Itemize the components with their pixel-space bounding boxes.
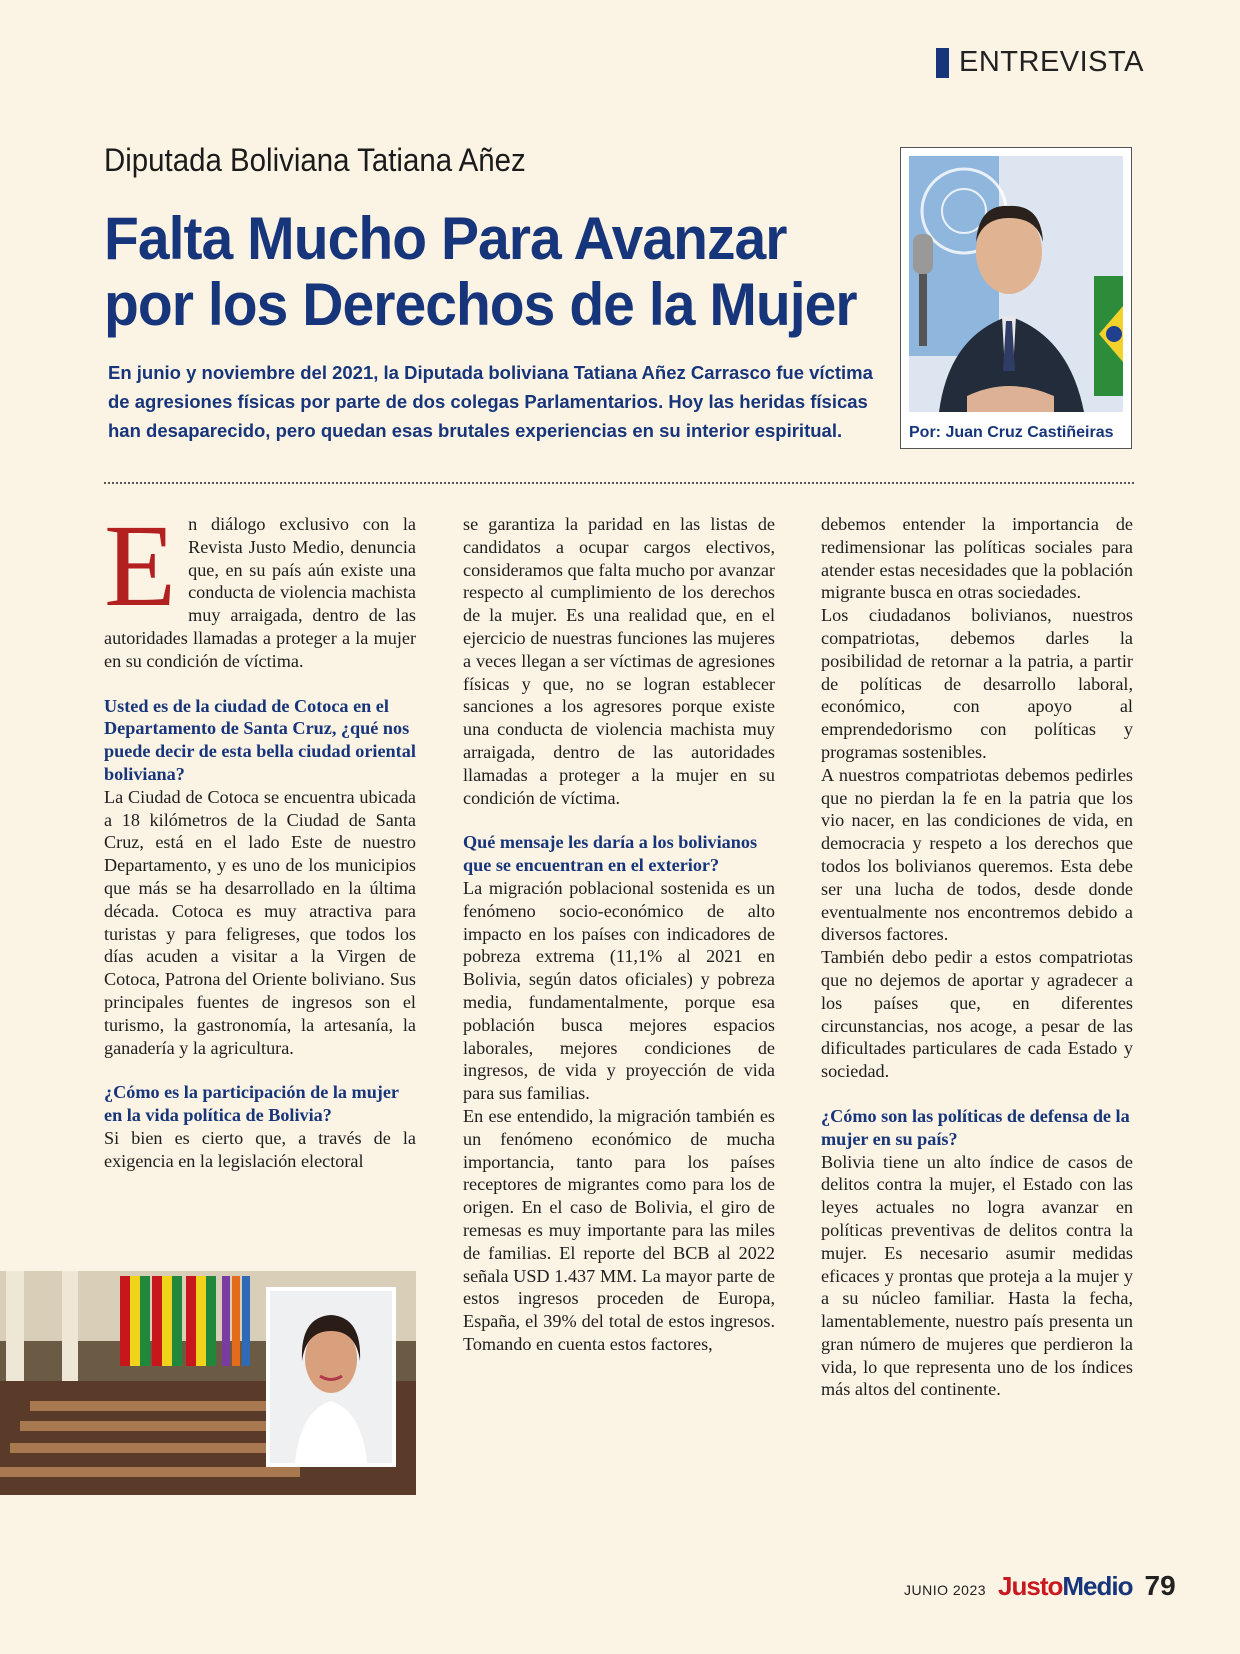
answer-2-start: Si bien es cierto que, a través de la exigencia en la legislación electoral	[104, 1127, 416, 1171]
brand-logo	[998, 1571, 1132, 1602]
drop-cap: E	[104, 500, 177, 631]
answer-3-paragraph-1: La migración poblacional sostenida es un fenómeno socio-económico de alto impacto en los países con indicadores de pobreza extrema (11,1% al 2021 en Bolivia, según datos oficiales) y pobreza media, fundamentalmente, porque esa población busca mejores espacios laborales, mejores condiciones de ingresos, de vida y proyección de vida para sus familias.	[463, 877, 775, 1104]
question-3: Qué mensaje les daría a los bolivianos que se encuentran en el exterior?	[463, 832, 758, 876]
photo-collage	[0, 1271, 416, 1495]
column-3	[821, 513, 1133, 1401]
answer-4: Bolivia tiene un alto índice de casos de delitos contra la mujer, el Estado con las leyes actuales no logra avanzar en políticas preventivas de delitos contra la mujer. Es necesario asumir medidas eficaces y prontas que proteja a la mujer y a su núcleo familiar. Hasta la fecha, lamentablemente, nuestro país presenta un gran número de mujeres que perdieron la vida, lo que representa uno de los índices más altos del continente.	[821, 1151, 1133, 1400]
section-bar	[936, 48, 949, 78]
brand-part-1: Justo	[998, 1571, 1063, 1601]
issue-date: JUNIO 2023	[904, 1582, 987, 1598]
answer-3-paragraph-2: En ese entendido, la migración también es un fenómeno económico de mucha importancia, tanto para los países receptores de migrantes como para los de origen. En el caso de Bolivia, el giro de remesas es muy importante para las miles de familias. El reporte del BCB al 2022 señala USD 1.437 MM. La mayor parte de estos ingresos proceden de Europa, España, el 39% del total de estos ingresos. Tomando en cuenta estos factores,	[463, 1105, 775, 1354]
column-2	[463, 513, 775, 1356]
question-2: ¿Cómo es la participación de la mujer en la vida política de Bolivia?	[104, 1082, 399, 1126]
answer-3-paragraph-4: Los ciudadanos bolivianos, nuestros compatriotas, debemos darles la posibilidad de retornar a la patria, a partir de políticas de desarrollo laboral, económico, con apoyo al emprendedorismo con políticas y programas sostenibles.	[821, 605, 1133, 762]
answer-3-paragraph-3: debemos entender la importancia de redimensionar las políticas sociales para atender estas necesidades que la población migrante busca en otras sociedades.	[821, 514, 1133, 603]
lead-paragraph: En junio y noviembre del 2021, la Diputada boliviana Tatiana Añez Carrasco fue víctima de agresiones físicas por parte de dos colegas Parlamentarios. Hoy las heridas físicas han desaparecido, pero quedan esas brutales experiencias en su interior espiritual.	[108, 362, 873, 441]
page-footer	[904, 1570, 1176, 1602]
brand-part-2: Medio	[1062, 1571, 1133, 1601]
answer-3-paragraph-5: A nuestros compatriotas debemos pedirles que no pierdan la fe en la patria que los vio nacer, en las condiciones de vida, en democracia y respeto a los derechos que todos los bolivianos queremos. Esta debe ser una lucha de todos, desde donde eventualmente nos encontremos debido a diversos factores.	[821, 764, 1133, 945]
headline-line-2: por los Derechos de la Mujer	[104, 271, 857, 338]
answer-2-continued: se garantiza la paridad en las listas de candidatos a ocupar cargos electivos, consideramos que falta mucho por avanzar respecto al cumplimiento de los derechos de la mujer. Es una realidad que, en el ejercicio de nuestras funciones las mujeres a veces llegan a ser víctimas de agresiones físicas y que, no se logran establecer sanciones a los agresores porque existe una conducta de violencia machista muy arraigada, dentro de las autoridades llamadas a proteger a la mujer en su condición de víctima.	[463, 514, 775, 808]
column-1	[104, 500, 416, 1173]
headline-line-1: Falta Mucho Para Avanzar	[104, 205, 787, 272]
author-box	[900, 147, 1132, 449]
page-number: 79	[1144, 1570, 1176, 1601]
question-1: Usted es de la ciudad de Cotoca en el Departamento de Santa Cruz, ¿qué nos puede decir de esta bella ciudad oriental boliviana?	[104, 695, 416, 784]
headline	[104, 205, 857, 338]
answer-3-paragraph-6: También debo pedir a estos compatriotas que no dejemos de aportar y agradecer a los países que, en diferentes circunstancias, nos acoge, a pesar de las dificultades particulares de cada Estado y sociedad.	[821, 947, 1133, 1082]
dotted-divider	[104, 482, 1134, 484]
answer-1: La Ciudad de Cotoca se encuentra ubicada a 18 kilómetros de la Ciudad de Santa Cruz, está en el lado Este de nuestro Departamento, y es uno de los municipios que más se ha desarrollado en la última década. Cotoca es muy atractiva para turistas y para feligreses, que todos los días acuden a visitar a la Virgen de Cotoca, Patrona del Oriente boliviano. Sus principales fuentes de ingresos son el turismo, la gastronomía, la artesanía, la ganadería y la agricultura.	[104, 786, 416, 1058]
author-photo	[909, 156, 1123, 412]
author-caption: Por: Juan Cruz Castiñeiras	[909, 424, 1114, 441]
kicker: Diputada Boliviana Tatiana Añez	[104, 142, 526, 178]
section-label: ENTREVISTA	[959, 46, 1144, 78]
section-tag	[936, 46, 1144, 79]
question-4: ¿Cómo son las políticas de defensa de la mujer en su país?	[821, 1105, 1130, 1149]
intro-paragraph: n diálogo exclusivo con la Revista Justo Medio, denuncia que, en su país aún existe una conducta de violencia machista muy arraigada, dentro de las autoridades llamadas a proteger a la mujer en su condición de víctima.	[104, 514, 416, 671]
